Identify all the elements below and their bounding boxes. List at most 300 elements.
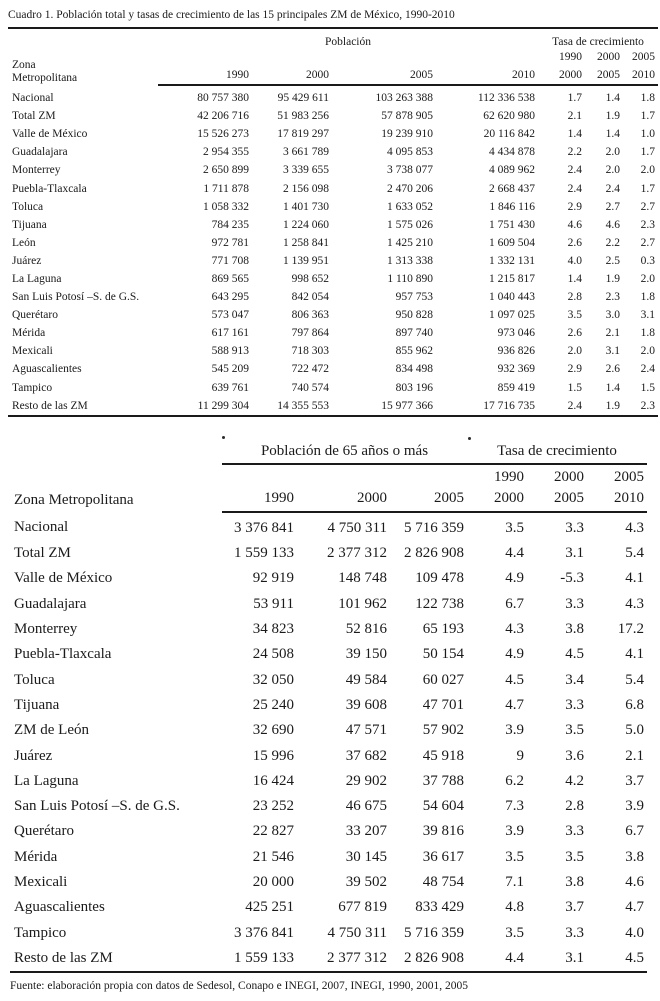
value-cell: 2.7	[640, 200, 656, 213]
value-cell: 797 864	[291, 327, 329, 340]
value-cell: 1 139 951	[283, 254, 329, 267]
zone-name-cell: León	[12, 236, 36, 249]
growth-group-header: Tasa de crecimiento	[467, 435, 647, 464]
population-year-header: 1990	[158, 63, 252, 85]
value-cell: 2.3	[640, 218, 656, 231]
table-row	[8, 270, 658, 288]
value-cell: 2.3	[623, 397, 658, 416]
value-cell: 1.9	[605, 272, 620, 285]
table-row	[8, 234, 658, 252]
table-row	[10, 895, 647, 920]
table-row	[10, 592, 647, 617]
value-cell: 37 788	[422, 772, 464, 789]
zone-name-cell: Nacional	[12, 91, 54, 104]
value-cell: 148 748	[338, 570, 387, 587]
value-cell: 1 559 133	[222, 946, 297, 972]
value-cell: 2.5	[605, 254, 620, 267]
value-cell: 3.3	[565, 924, 584, 941]
population-group-header: Población	[325, 36, 371, 48]
table-row	[8, 288, 658, 306]
value-cell: 3.5	[565, 848, 584, 865]
value-cell: 998 652	[291, 272, 329, 285]
value-cell: 2 156 098	[283, 182, 329, 195]
value-cell: 3 339 655	[283, 164, 329, 177]
spacer-cell	[222, 464, 467, 486]
value-cell: 842 054	[291, 291, 329, 304]
value-cell: 2.0	[567, 345, 582, 358]
value-cell: 3.5	[565, 722, 584, 739]
value-cell: 1.8	[640, 291, 656, 304]
value-cell: 1.5	[640, 381, 656, 394]
value-cell: 2 826 908	[390, 946, 467, 972]
scan-artifact-dot	[468, 437, 471, 440]
scan-artifact-dot	[222, 436, 225, 439]
value-cell: 4.7	[505, 696, 524, 713]
table-row	[10, 541, 647, 566]
table-row	[10, 794, 647, 819]
population-year-header: 2000	[297, 486, 390, 512]
value-cell: 6.7	[505, 595, 524, 612]
value-cell: 80 757 380	[197, 92, 249, 105]
value-cell: 2.1	[567, 110, 582, 123]
zone-name-cell: La Laguna	[14, 772, 79, 789]
value-cell: 2 954 355	[203, 146, 249, 159]
value-cell: 932 369	[497, 363, 535, 376]
value-cell: 4.2	[565, 772, 584, 789]
value-cell: 2.0	[640, 164, 656, 177]
growth-period-end-header: 2000	[467, 486, 527, 512]
value-cell: 1 559 133	[234, 545, 294, 562]
value-cell: 5.4	[625, 671, 645, 688]
value-cell: 109 478	[415, 570, 464, 587]
table-row	[8, 198, 658, 216]
zone-name-cell: Mexicali	[14, 873, 68, 890]
value-cell: 3.3	[565, 823, 584, 840]
value-cell: 2.4	[567, 164, 582, 177]
value-cell: 4 434 878	[489, 146, 535, 159]
value-cell: 5.0	[625, 722, 645, 739]
value-cell: 4.4	[505, 545, 524, 562]
value-cell: 3.5	[567, 309, 582, 322]
value-cell: 3.0	[605, 309, 620, 322]
value-cell: 1 401 730	[283, 200, 329, 213]
value-cell: 36 617	[422, 848, 464, 865]
value-cell: 936 826	[497, 345, 535, 358]
value-cell: 50 154	[422, 646, 464, 663]
value-cell: 2.0	[605, 146, 620, 159]
value-cell: 95 429 611	[277, 92, 329, 105]
value-cell: 2.0	[640, 272, 656, 285]
zone-name-cell: Total ZM	[12, 110, 56, 123]
zone-name-cell: Mexicali	[12, 345, 53, 358]
value-cell: 677 819	[338, 899, 387, 916]
zone-name-cell: Guadalajara	[12, 146, 68, 159]
value-cell: 3.9	[625, 798, 645, 815]
value-cell: 2.1	[625, 747, 645, 764]
zone-name-cell: Toluca	[14, 671, 55, 688]
zone-name-cell: Monterrey	[12, 164, 61, 177]
value-cell: 22 827	[252, 823, 294, 840]
value-cell: 3.1	[565, 545, 584, 562]
zone-name-cell: Puebla-Tlaxcala	[12, 182, 87, 195]
value-cell: 2.0	[605, 164, 620, 177]
value-cell: 722 472	[291, 363, 329, 376]
zone-name-cell: San Luis Potosí –S. de G.S.	[12, 291, 140, 304]
value-cell: 52 816	[345, 621, 387, 638]
table-row	[10, 845, 647, 870]
zone-name-cell: Resto de las ZM	[10, 946, 222, 972]
zone-name-cell: Mérida	[12, 327, 46, 340]
value-cell: 3.5	[505, 924, 524, 941]
value-cell: 1 258 841	[283, 236, 329, 249]
value-cell: 740 574	[291, 381, 329, 394]
table-row	[10, 718, 647, 743]
table1-body	[8, 85, 658, 416]
value-cell: 3.3	[565, 595, 584, 612]
zone-name-cell: ZM de León	[14, 722, 89, 739]
value-cell: 2.4	[538, 397, 585, 416]
growth-period-start-header: 1990	[559, 51, 582, 63]
value-cell: 957 753	[395, 291, 433, 304]
value-cell: 1.9	[585, 397, 623, 416]
value-cell: 5.4	[625, 545, 645, 562]
value-cell: 771 708	[211, 254, 249, 267]
growth-period-start-header: 2000	[597, 51, 620, 63]
value-cell: 101 962	[338, 595, 387, 612]
value-cell: 2.2	[605, 236, 620, 249]
value-cell: 1.0	[640, 128, 656, 141]
value-cell: 1 110 890	[387, 272, 433, 285]
value-cell: 17 716 735	[436, 397, 538, 416]
value-cell: 3.8	[565, 873, 584, 890]
table-row	[8, 143, 658, 161]
table1-header	[8, 28, 658, 85]
value-cell: 20 000	[252, 873, 294, 890]
table-row	[8, 252, 658, 270]
value-cell: 3.4	[565, 671, 584, 688]
growth-period-start-header: 2005	[632, 51, 656, 63]
growth-period-start-header: 2005	[614, 468, 645, 485]
value-cell: 54 604	[422, 798, 464, 815]
value-cell: 7.3	[505, 798, 524, 815]
value-cell: 3.9	[505, 823, 524, 840]
value-cell: 4.1	[625, 646, 645, 663]
table-row	[8, 306, 658, 324]
zone-name-cell: Resto de las ZM	[8, 397, 158, 416]
table-row	[8, 379, 658, 397]
value-cell: 1.4	[605, 381, 620, 394]
value-cell: 45 918	[422, 747, 464, 764]
value-cell: 25 240	[252, 696, 294, 713]
value-cell: 112 336 538	[477, 92, 535, 105]
value-cell: 1 040 443	[489, 291, 535, 304]
zone-column-header-line1: Zona	[12, 58, 36, 71]
value-cell: 803 196	[395, 381, 433, 394]
value-cell: 588 913	[211, 345, 249, 358]
value-cell: 39 502	[345, 873, 387, 890]
zone-name-cell: Mérida	[14, 848, 58, 865]
population-65plus-group-header: Población de 65 años o más	[222, 435, 467, 464]
value-cell: 29 902	[345, 772, 387, 789]
value-cell: 3.6	[565, 747, 584, 764]
value-cell: 19 239 910	[381, 128, 433, 141]
table-row	[10, 870, 647, 895]
zone-name-cell: Aguascalientes	[14, 899, 105, 916]
value-cell: 834 498	[395, 363, 433, 376]
value-cell: 5 716 359	[404, 519, 464, 536]
zone-name-cell: Nacional	[14, 519, 69, 536]
zone-name-cell: Monterrey	[14, 621, 78, 638]
value-cell: 2 377 312	[327, 545, 387, 562]
value-cell: 4.0	[625, 924, 645, 941]
value-cell: 4.4	[467, 946, 527, 972]
value-cell: 15 996	[252, 747, 294, 764]
zone-name-cell: San Luis Potosí –S. de G.S.	[14, 798, 180, 815]
value-cell: 617 161	[211, 327, 249, 340]
value-cell: 2 650 899	[203, 164, 249, 177]
value-cell: 1 609 504	[489, 236, 535, 249]
value-cell: 122 738	[415, 595, 464, 612]
value-cell: 869 565	[211, 272, 249, 285]
table-row	[10, 920, 647, 945]
value-cell: 21 546	[252, 848, 294, 865]
value-cell: 6.7	[625, 823, 645, 840]
value-cell: 3.8	[625, 848, 645, 865]
zone-column-header	[8, 28, 158, 85]
value-cell: 4.8	[505, 899, 524, 916]
population-year-header: 2010	[436, 63, 538, 85]
value-cell: 11 299 304	[158, 397, 252, 416]
value-cell: 2.7	[605, 200, 620, 213]
value-cell: 4.1	[625, 570, 645, 587]
value-cell: 57 902	[422, 722, 464, 739]
value-cell: 3.7	[565, 899, 584, 916]
spacer-cell	[158, 48, 538, 63]
value-cell: 2.4	[567, 182, 582, 195]
value-cell: 32 050	[252, 671, 294, 688]
value-cell: 4.6	[567, 218, 582, 231]
value-cell: 30 145	[345, 848, 387, 865]
value-cell: 1 058 332	[203, 200, 249, 213]
value-cell: 2.6	[605, 363, 620, 376]
growth-period-end-header: 2010	[623, 63, 658, 85]
value-cell: 2 470 206	[387, 182, 433, 195]
value-cell: 20 116 842	[483, 128, 535, 141]
value-cell: 806 363	[291, 309, 329, 322]
value-cell: 42 206 716	[197, 110, 249, 123]
value-cell: 39 150	[345, 646, 387, 663]
table-row	[10, 566, 647, 591]
value-cell: 4.0	[567, 254, 582, 267]
table-row	[10, 693, 647, 718]
value-cell: 2.8	[567, 291, 582, 304]
value-cell: 1.4	[567, 272, 582, 285]
zone-column-header-line2: Metropolitana	[12, 71, 78, 84]
table-row	[8, 125, 658, 143]
value-cell: 4 750 311	[327, 924, 387, 941]
value-cell: 855 962	[395, 345, 433, 358]
zone-name-cell: Tampico	[14, 924, 67, 941]
value-cell: 4.5	[587, 946, 647, 972]
value-cell: 6.8	[625, 696, 645, 713]
value-cell: 47 571	[345, 722, 387, 739]
value-cell: 3 738 077	[387, 164, 433, 177]
value-cell: 2 668 437	[489, 182, 535, 195]
table-row	[8, 342, 658, 360]
value-cell: 4.6	[625, 873, 645, 890]
value-cell: 62 620 980	[483, 110, 535, 123]
zone-name-cell: Tijuana	[12, 218, 47, 231]
value-cell: 1 846 116	[489, 200, 535, 213]
zone-name-cell: Querétaro	[14, 823, 74, 840]
value-cell: 24 508	[252, 646, 294, 663]
value-cell: -5.3	[560, 570, 584, 587]
value-cell: 859 419	[497, 381, 535, 394]
zone-name-cell: Puebla-Tlaxcala	[14, 646, 112, 663]
value-cell: 14 355 553	[252, 397, 332, 416]
growth-period-start-header: 1990	[494, 468, 524, 485]
value-cell: 4.7	[625, 899, 645, 916]
value-cell: 5 716 359	[404, 924, 464, 941]
table-population-total	[8, 27, 658, 417]
value-cell: 33 207	[345, 823, 387, 840]
value-cell: 65 193	[422, 621, 464, 638]
value-cell: 1 224 060	[283, 218, 329, 231]
value-cell: 1 575 026	[387, 218, 433, 231]
value-cell: 973 046	[497, 327, 535, 340]
value-cell: 1.9	[605, 110, 620, 123]
value-cell: 1.7	[640, 146, 656, 159]
table2-header	[10, 435, 647, 512]
value-cell: 16 424	[252, 772, 294, 789]
table-row	[8, 360, 658, 378]
table-row	[8, 161, 658, 179]
value-cell: 2.9	[567, 200, 582, 213]
value-cell: 3.9	[505, 722, 524, 739]
value-cell: 639 761	[211, 381, 249, 394]
value-cell: 1.5	[567, 381, 582, 394]
value-cell: 833 429	[415, 899, 464, 916]
zone-name-cell: Guadalajara	[14, 595, 87, 612]
value-cell: 2.6	[567, 327, 582, 340]
value-cell: 1 751 430	[489, 218, 535, 231]
zone-name-cell: Valle de México	[12, 128, 88, 141]
value-cell: 51 983 256	[277, 110, 329, 123]
value-cell: 47 701	[422, 696, 464, 713]
value-cell: 23 252	[252, 798, 294, 815]
value-cell: 3.3	[565, 519, 584, 536]
value-cell: 4 089 962	[489, 164, 535, 177]
value-cell: 32 690	[252, 722, 294, 739]
value-cell: 2.0	[640, 345, 656, 358]
value-cell: 1.7	[640, 110, 656, 123]
value-cell: 1.4	[605, 128, 620, 141]
value-cell: 1 633 052	[387, 200, 433, 213]
value-cell: 1.7	[567, 92, 582, 105]
value-cell: 3 376 841	[234, 519, 294, 536]
table-row	[8, 85, 658, 107]
value-cell: 7.1	[505, 873, 524, 890]
value-cell: 2.4	[605, 182, 620, 195]
value-cell: 2.6	[567, 236, 582, 249]
zone-name-cell: Aguascalientes	[12, 363, 82, 376]
value-cell: 2.8	[565, 798, 584, 815]
value-cell: 1 425 210	[387, 236, 433, 249]
table2-body	[10, 512, 647, 972]
value-cell: 425 251	[245, 899, 294, 916]
table-population-65plus	[10, 435, 647, 973]
value-cell: 3.5	[505, 848, 524, 865]
value-cell: 57 878 905	[381, 110, 433, 123]
growth-period-end-header: 2005	[585, 63, 623, 85]
value-cell: 1.8	[640, 327, 656, 340]
value-cell: 17.2	[617, 621, 645, 638]
population-year-header: 2000	[252, 63, 332, 85]
value-cell: 784 235	[211, 218, 249, 231]
table-row	[10, 617, 647, 642]
value-cell: 3.1	[605, 345, 620, 358]
table-row	[10, 642, 647, 667]
value-cell: 49 584	[345, 671, 387, 688]
value-cell: 545 209	[211, 363, 249, 376]
zone-name-cell: Valle de México	[14, 570, 113, 587]
value-cell: 972 781	[211, 236, 249, 249]
population-year-header: 2005	[332, 63, 436, 85]
value-cell: 60 027	[422, 671, 464, 688]
value-cell: 1 332 131	[489, 254, 535, 267]
value-cell: 3.1	[527, 946, 587, 972]
value-cell: 1.7	[640, 182, 656, 195]
value-cell: 4.3	[505, 621, 524, 638]
table-row	[10, 946, 647, 972]
value-cell: 4.9	[505, 570, 524, 587]
value-cell: 2 826 908	[404, 545, 464, 562]
value-cell: 573 047	[211, 309, 249, 322]
value-cell: 1.4	[567, 128, 582, 141]
zone-column-header: Zona Metropolitana	[14, 491, 134, 508]
value-cell: 2 377 312	[297, 946, 390, 972]
growth-group-header: Tasa de crecimiento	[552, 36, 644, 48]
table-row	[10, 743, 647, 768]
population-year-header: 1990	[222, 486, 297, 512]
growth-period-start-header: 2000	[554, 468, 584, 485]
value-cell: 950 828	[395, 309, 433, 322]
table-row	[8, 397, 658, 416]
value-cell: 4 095 853	[387, 146, 433, 159]
value-cell: 643 295	[211, 291, 249, 304]
value-cell: 1 097 025	[489, 309, 535, 322]
population-year-header: 2005	[390, 486, 467, 512]
value-cell: 4.5	[565, 646, 584, 663]
value-cell: 3 376 841	[234, 924, 294, 941]
value-cell: 1.8	[640, 92, 656, 105]
zone-name-cell: Juárez	[14, 747, 53, 764]
value-cell: 4 750 311	[327, 519, 387, 536]
table-row	[8, 216, 658, 234]
table-row	[10, 512, 647, 541]
value-cell: 3 661 789	[283, 146, 329, 159]
value-cell: 897 740	[395, 327, 433, 340]
growth-period-end-header: 2010	[587, 486, 647, 512]
value-cell: 2.3	[605, 291, 620, 304]
value-cell: 2.7	[640, 236, 656, 249]
zone-name-cell: Tampico	[12, 381, 53, 394]
value-cell: 1.4	[605, 92, 620, 105]
value-cell: 39 608	[345, 696, 387, 713]
zone-name-cell: La Laguna	[12, 272, 62, 285]
value-cell: 2.2	[567, 146, 582, 159]
zone-name-cell: Total ZM	[14, 545, 71, 562]
